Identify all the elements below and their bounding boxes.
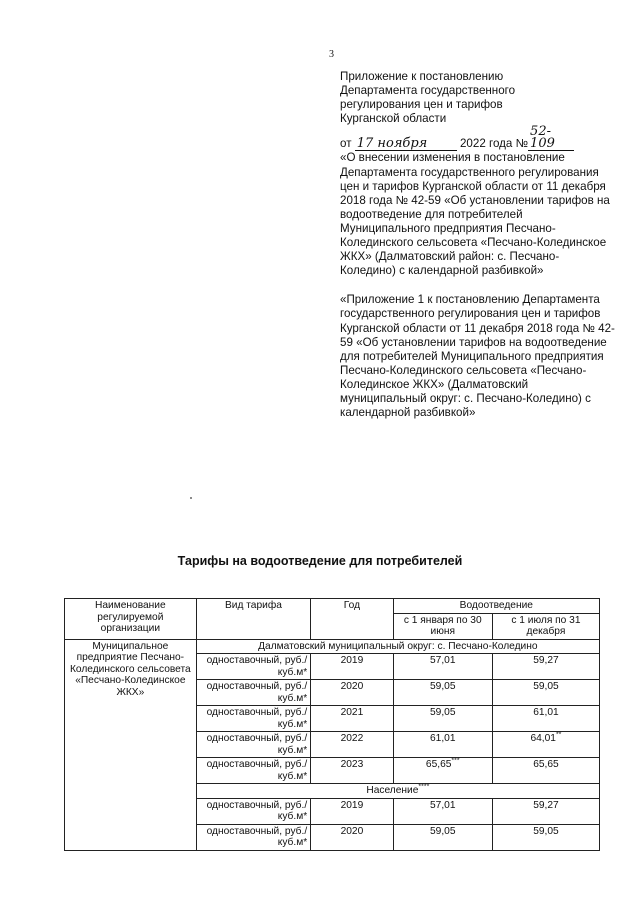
annex-date-line	[340, 126, 615, 151]
value-text: 59,27	[533, 799, 559, 811]
header-period-2: с 1 июля по 31 декабря	[492, 613, 599, 639]
header-period-1: с 1 января по 30 июня	[393, 613, 492, 639]
group-label-territory: Далматовский муниципальный округ: с. Песчано-Коледино	[196, 639, 599, 654]
value-text: 65,65	[425, 759, 452, 770]
value-first-half	[393, 706, 492, 732]
annex-line: регулирования цен и тарифов	[340, 98, 503, 112]
annex-line: Департамента государственного	[340, 84, 516, 98]
tariff-type: одноставочный, руб./куб.м*	[196, 798, 310, 824]
tariff-year: 2020	[311, 824, 393, 850]
tariff-type: одноставочный, руб./куб.м*	[196, 824, 310, 850]
value-text: 61,01	[533, 707, 559, 718]
value-second-half	[492, 798, 599, 824]
tariff-year: 2021	[311, 706, 393, 732]
tariff-year: 2023	[311, 758, 393, 784]
scan-speck	[190, 497, 192, 499]
tariff-year: 2019	[311, 798, 393, 824]
header-type: Вид тарифа	[196, 599, 310, 640]
value-text: 59,27	[533, 655, 559, 666]
value-text: 59,05	[430, 825, 456, 837]
tariff-year: 2022	[311, 732, 393, 758]
annex-line: Приложение к постановлению	[340, 70, 504, 83]
value-text: 61,01	[430, 733, 456, 744]
group-label-population	[196, 784, 599, 799]
value-text: 57,01	[430, 799, 456, 811]
tariff-type: одноставочный, руб./куб.м*	[196, 706, 310, 732]
organization-name: Муниципальное предприятие Песчано-Колединского сельсовета «Песчано-Колединское ЖКХ»	[65, 639, 197, 850]
value-first-half	[393, 824, 492, 850]
value-text: 59,05	[533, 681, 559, 692]
value-text: 64,01	[530, 733, 556, 744]
annex-paragraph-2: «Приложение 1 к постановлению Департамента государственного регулирования цен и тарифов Курганской области от 11 декабря 2018 года № 42-59 «Об установлении тарифов на водоотведение для потребителей Муниципального предприятия Песчано-Колединского сельсовета «Песчано-Колединское ЖКХ» (Далматовский муниципальный округ: с. Песчано-Коледино) с календарной разбивкой»	[340, 293, 615, 420]
footnote-mark: ****	[418, 783, 430, 791]
value-text: 59,05	[533, 825, 559, 837]
table-title: Тарифы на водоотведение для потребителей	[177, 554, 463, 568]
group-label-text: Население	[366, 785, 419, 796]
value-text: 57,01	[430, 655, 456, 666]
value-second-half	[492, 758, 599, 784]
group-row	[65, 639, 600, 654]
tariff-type: одноставочный, руб./куб.м*	[196, 758, 310, 784]
value-first-half	[393, 798, 492, 824]
value-first-half	[393, 758, 492, 784]
footnote-mark: **	[555, 731, 562, 739]
value-first-half	[393, 732, 492, 758]
value-second-half	[492, 732, 599, 758]
value-second-half	[492, 654, 599, 680]
header-org: Наименование регулируемой организации	[65, 599, 197, 640]
tariff-year: 2020	[311, 680, 393, 706]
year-text: 2022 года №	[459, 137, 529, 151]
page-number: 3	[329, 49, 334, 60]
annex-line: Курганской области	[340, 112, 447, 126]
tariff-year: 2019	[311, 654, 393, 680]
tariff-type: одноставочный, руб./куб.м*	[196, 680, 310, 706]
value-second-half	[492, 824, 599, 850]
footnote-mark: ***	[451, 757, 460, 765]
value-text: 59,05	[430, 681, 456, 692]
header-row	[65, 599, 600, 614]
annex-header	[340, 70, 615, 420]
date-prefix: от	[340, 137, 352, 151]
value-text: 65,65	[533, 759, 559, 770]
value-first-half	[393, 654, 492, 680]
value-text: 59,05	[430, 707, 456, 718]
tariff-type: одноставочный, руб./куб.м*	[196, 732, 310, 758]
handwritten-number: 52-109	[528, 126, 574, 151]
header-service: Водоотведение	[393, 599, 599, 614]
value-second-half	[492, 706, 599, 732]
tariff-table	[64, 598, 600, 851]
tariff-type: одноставочный, руб./куб.м*	[196, 654, 310, 680]
value-first-half	[393, 680, 492, 706]
handwritten-date: 17 ноября	[355, 138, 457, 151]
value-second-half	[492, 680, 599, 706]
annex-paragraph-1: «О внесении изменения в постановление Департамента государственного регулирования цен и тарифов Курганской области от 11 декабря 2018 года № 42-59 «Об установлении тарифов на водоотведение для потребителей Муниципального предприятия Песчано-Колединского сельсовета «Песчано-Колединское ЖКХ» (Далматовский район: с. Песчано-Коледино) с календарной разбивкой»	[340, 151, 610, 278]
header-year: Год	[311, 599, 393, 640]
